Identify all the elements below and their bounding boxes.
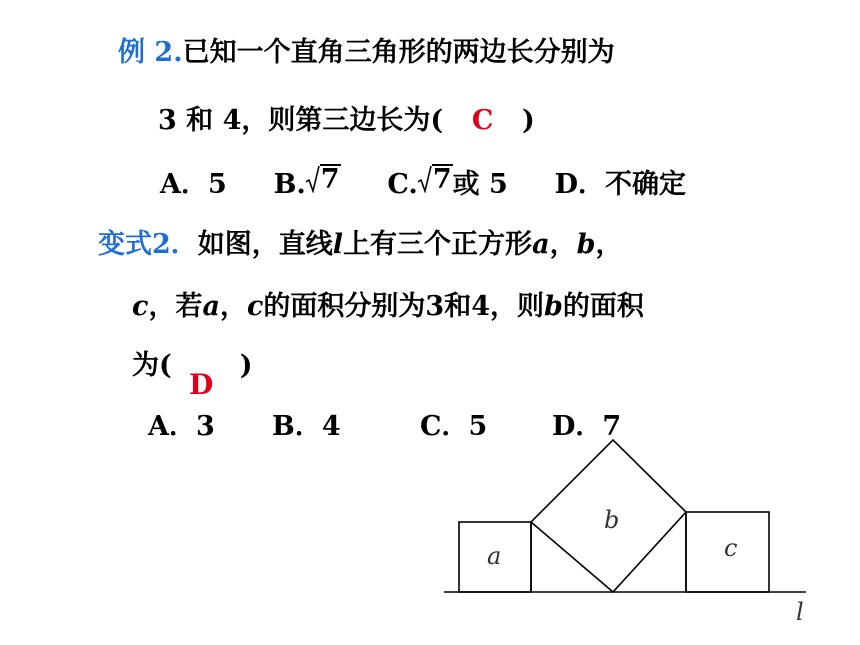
sqrt-7-b xyxy=(306,164,341,193)
example-line-1 xyxy=(118,30,615,69)
variant-line-2 xyxy=(132,284,644,323)
variant-square-c: c xyxy=(246,291,264,322)
label-b: b xyxy=(604,506,620,534)
variant-square-a: a xyxy=(532,229,550,260)
variant-label: 变式2． xyxy=(98,229,198,260)
option-b-radicand: 7 xyxy=(320,164,340,195)
example-close-paren: ) xyxy=(521,105,535,136)
option-c-prefix: C. xyxy=(387,169,418,200)
example-line-2 xyxy=(158,98,535,137)
variant-open-paren: 为( xyxy=(132,350,172,381)
variant-option-c: C．5 xyxy=(420,411,488,442)
example-answer: C xyxy=(471,105,494,136)
variant-option-d: D．7 xyxy=(552,411,622,442)
variant-text: ， xyxy=(595,229,623,260)
example-label: 例 xyxy=(118,37,145,68)
radical-icon xyxy=(306,165,320,193)
example-option-a: A．5 xyxy=(160,169,227,200)
example-option-d: D．不确定 xyxy=(554,169,687,200)
example-question-text: 已知一个直角三角形的两边长分别为 xyxy=(182,37,615,68)
option-b-prefix: B. xyxy=(273,169,306,200)
label-c: c xyxy=(724,534,738,562)
variant-square-b: b xyxy=(543,291,563,322)
variant-answer: D xyxy=(189,368,214,401)
variant-text: ， xyxy=(219,291,247,322)
example-options xyxy=(160,162,686,201)
variant-text: ，若 xyxy=(148,291,203,322)
sqrt-7-c xyxy=(418,164,453,193)
option-c-suffix: 或 5 xyxy=(452,169,508,200)
variant-square-b: b xyxy=(576,229,596,260)
variant-option-a: A．3 xyxy=(148,411,215,442)
variant-square-a: a xyxy=(202,291,220,322)
variant-text: 的面积分别为3和4，则 xyxy=(263,291,544,322)
label-a: a xyxy=(487,542,502,570)
example-option-c xyxy=(387,164,517,200)
option-c-radicand: 7 xyxy=(432,164,452,195)
example-option-b xyxy=(273,164,350,200)
variant-square-c: c xyxy=(132,291,149,322)
variant-text: 如图，直线 xyxy=(197,229,333,260)
variant-text: ， xyxy=(549,229,577,260)
example-number: 2. xyxy=(154,37,183,68)
variant-option-b: B．4 xyxy=(272,411,341,442)
variant-line-1 xyxy=(98,222,622,261)
label-l: l xyxy=(796,598,804,626)
radical-icon xyxy=(418,165,432,193)
variant-text: 上有三个正方形 xyxy=(343,229,533,260)
variant-line-l: l xyxy=(332,229,344,260)
squares-figure xyxy=(440,438,820,628)
example-question-text-2: 3 和 4，则第三边长为( xyxy=(158,105,444,136)
variant-close-paren: ) xyxy=(239,350,253,381)
variant-text: 的面积 xyxy=(562,291,644,322)
